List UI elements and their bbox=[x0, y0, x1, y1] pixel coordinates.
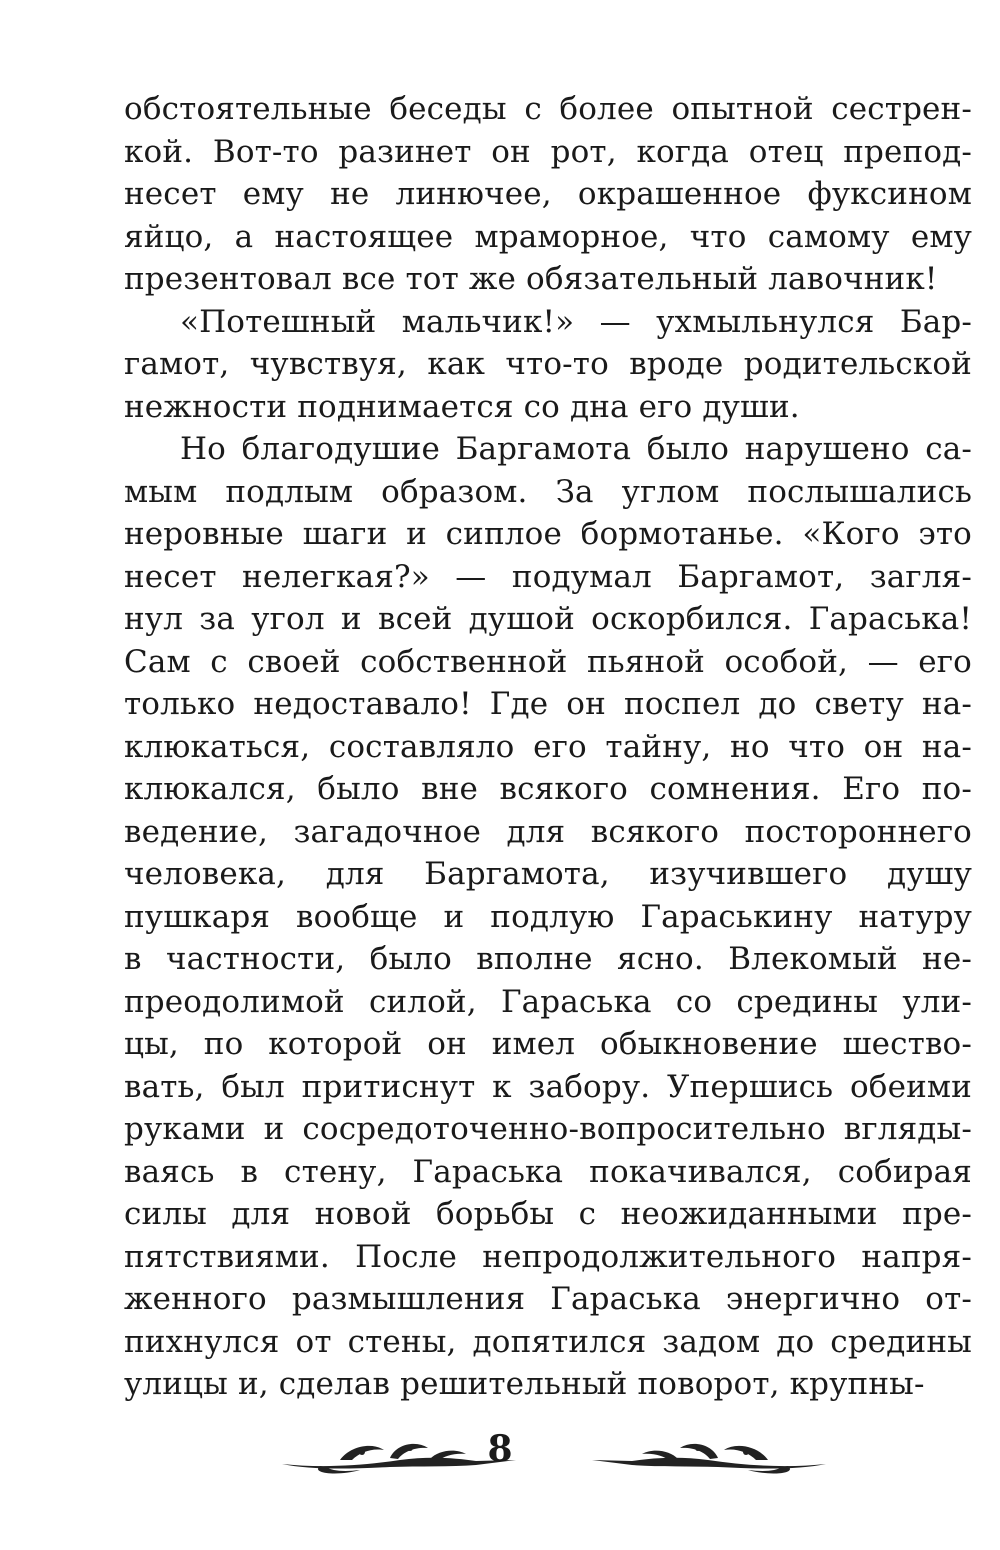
text-line: презентовал все тот же обязательный лавочник! bbox=[124, 261, 938, 297]
text-line: кой. Вот-то разинет он рот, когда отец препод- bbox=[124, 133, 972, 170]
paragraph bbox=[124, 301, 972, 429]
text-line: нежности поднимается со дна его души. bbox=[124, 388, 800, 425]
text-line: цы, по которой он имел обыкновение шество- bbox=[124, 1026, 972, 1062]
paragraph bbox=[124, 88, 972, 301]
text-line: гамот, чувствуя, как что-то вроде родительской bbox=[124, 346, 972, 382]
text-line: несет ему не линючее, окрашенное фуксином bbox=[124, 176, 972, 212]
right-flourish-ornament-icon bbox=[588, 1434, 828, 1478]
body-text bbox=[124, 88, 972, 1406]
text-line: клюкался, было вне всякого сомнения. Его по- bbox=[124, 771, 972, 807]
text-line: улицы и, сделав решительный поворот, крупны- bbox=[124, 1366, 925, 1402]
text-line: пушкаря вообще и подлую Гараськину натуру bbox=[124, 898, 972, 935]
page-footer bbox=[0, 1420, 1000, 1500]
text-line: нул за угол и всей душой оскорбился. Гараська! bbox=[124, 601, 972, 637]
text-line: яйцо, а настоящее мраморное, что самому ему bbox=[124, 218, 972, 255]
text-line: Сам с своей собственной пьяной особой, — его bbox=[124, 643, 972, 680]
text-line: пихнулся от стены, допятился задом до средины bbox=[124, 1323, 972, 1360]
text-line: силы для новой борьбы с неожиданными пре- bbox=[124, 1196, 972, 1232]
text-line: только недоставало! Где он поспел до свету на- bbox=[124, 686, 972, 722]
text-line: ваясь в стену, Гараська покачивался, собирая bbox=[124, 1153, 972, 1190]
text-line: клюкаться, составляло его тайну, но что он на- bbox=[124, 728, 972, 765]
text-line: руками и сосредоточенно-вопросительно вгляды- bbox=[124, 1111, 972, 1147]
text-line: в частности, было вполне ясно. Влекомый не- bbox=[124, 941, 972, 977]
paragraph bbox=[124, 428, 972, 1406]
text-line: мым подлым образом. За углом послышались bbox=[124, 473, 972, 510]
text-line: Но благодушие Баргамота было нарушено са- bbox=[180, 431, 972, 467]
text-line: ведение, загадочное для всякого постороннего bbox=[124, 813, 972, 850]
text-line: неровные шаги и сиплое бормотанье. «Кого это bbox=[124, 516, 972, 552]
text-line: вать, был притиснут к забору. Упершись обеими bbox=[124, 1068, 972, 1105]
text-line: несет нелегкая?» — подумал Баргамот, загля- bbox=[124, 558, 972, 595]
text-line: преодолимой силой, Гараська со средины ули- bbox=[124, 983, 972, 1020]
text-line: женного размышления Гараська энергично от- bbox=[124, 1281, 972, 1317]
text-line: пятствиями. После непродолжительного напря- bbox=[124, 1238, 972, 1275]
text-line: обстоятельные беседы с более опытной сестрен- bbox=[124, 91, 972, 127]
text-line: человека, для Баргамота, изучившего душу bbox=[124, 856, 972, 892]
text-line: «Потешный мальчик!» — ухмыльнулся Бар- bbox=[180, 303, 972, 340]
page-number: 8 bbox=[487, 1428, 513, 1470]
